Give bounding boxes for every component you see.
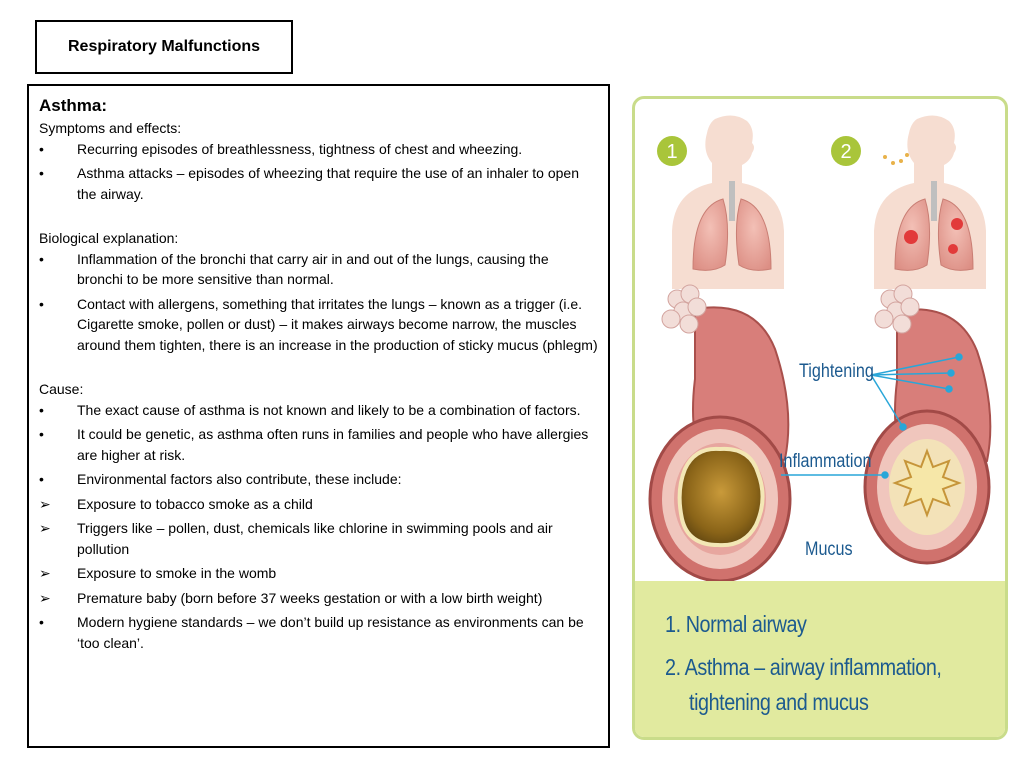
badge-2-label: 2 (840, 141, 852, 163)
list-item (39, 612, 598, 653)
list-item (39, 588, 598, 609)
slide-title-box (35, 20, 293, 74)
bullet-marker: • (39, 614, 44, 630)
badge-1-label: 1 (666, 141, 678, 163)
asthma-text-panel (27, 84, 610, 748)
list-item-text: Exposure to smoke in the womb (77, 565, 277, 581)
bullet-marker: • (39, 165, 44, 181)
list-item-text: Environmental factors also contribute, these include: (77, 471, 402, 487)
caption-asthma-airway-line1: 2. Asthma – airway inflammation, (665, 654, 942, 680)
symptoms-label: Symptoms and effects: (39, 120, 182, 136)
list-item-text: Modern hygiene standards – we don’t build up resistance as environments can be ‘too clean’. (77, 614, 584, 651)
list-item-text: Asthma attacks – episodes of wheezing that require the use of an inhaler to open the airway. (77, 165, 579, 202)
caption-normal-airway: 1. Normal airway (665, 611, 807, 637)
badge-2-icon (831, 136, 861, 166)
bullet-marker: • (39, 401, 44, 418)
list-item-text: Inflammation of the bronchi that carry air in and out of the lungs, causing the bronchi to be more sensitive than normal. (77, 250, 549, 287)
biological-label: Biological explanation: (39, 230, 179, 246)
list-item (39, 469, 598, 490)
list-item-text: The exact cause of asthma is not known and likely to be a combination of factors. (77, 401, 581, 418)
list-item-text: Contact with allergens, something that irritates the lungs – known as a trigger (i.e. Cigarette smoke, pollen or dust) – it makes airways become narrow, the muscles around them tighten, there is an increase in the production of sticky mucus (phlegm) (77, 295, 598, 353)
cause-list (39, 400, 598, 654)
inflammation-label: Inflammation (779, 451, 872, 472)
arrow-bullet-icon: ➢ (39, 495, 51, 512)
arrow-bullet-icon: ➢ (39, 589, 51, 606)
list-item-text: Recurring episodes of breathlessness, tightness of chest and wheezing. (77, 140, 523, 157)
bullet-marker: • (39, 471, 44, 487)
bullet-marker: • (39, 250, 44, 267)
slide-title: Respiratory Malfunctions (67, 38, 261, 55)
list-item (39, 249, 598, 290)
list-item-text: Triggers like – pollen, dust, chemicals like chlorine in swimming pools and air pollution (77, 520, 553, 557)
arrow-bullet-icon: ➢ (39, 520, 51, 536)
list-item (39, 294, 598, 356)
torso-normal-icon (672, 115, 784, 289)
list-item-text: It could be genetic, as asthma often runs in families and people who have allergies are higher at risk. (77, 426, 589, 463)
airway-figure (632, 96, 1008, 740)
arrow-bullet-icon: ➢ (39, 565, 51, 581)
list-item (39, 424, 598, 465)
list-item (39, 139, 598, 160)
list-item (39, 163, 598, 204)
bullet-marker: • (39, 295, 44, 312)
bullet-marker: • (39, 140, 44, 157)
normal-airway-icon (650, 285, 790, 581)
badge-1-icon (657, 136, 687, 166)
list-item (39, 494, 598, 515)
caption-asthma-airway-line2: tightening and mucus (689, 689, 869, 715)
list-item (39, 518, 598, 559)
bullet-marker: • (39, 426, 44, 442)
asthma-heading: Asthma: (39, 96, 108, 115)
mucus-label: Mucus (805, 539, 853, 560)
torso-asthma-icon (874, 115, 986, 289)
list-item-text: Exposure to tobacco smoke as a child (77, 495, 313, 512)
asthma-airway-icon (865, 285, 990, 563)
tightening-label: Tightening (799, 361, 874, 382)
airway-illustration (635, 99, 1005, 581)
cause-label: Cause: (39, 381, 84, 397)
symptoms-list (39, 139, 598, 205)
biological-list (39, 249, 598, 356)
list-item-text: Premature baby (born before 37 weeks gestation or with a low birth weight) (77, 589, 543, 606)
list-item (39, 400, 598, 421)
list-item (39, 563, 598, 584)
